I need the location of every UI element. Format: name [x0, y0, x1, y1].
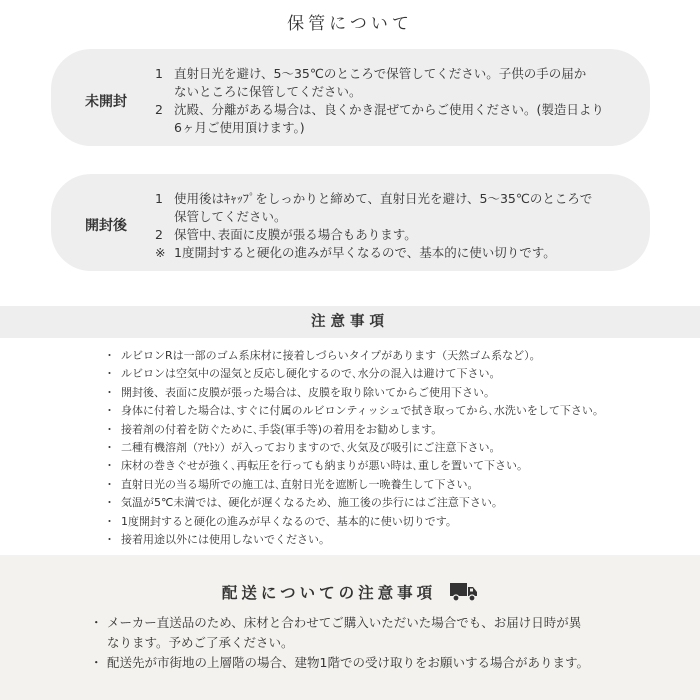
unopened-line: [155, 65, 604, 83]
line-text: ないところに保管してください。: [174, 84, 362, 99]
opened-line: [155, 226, 592, 244]
caution-list: [104, 347, 604, 549]
caution-text: 気温が5℃未満では、硬化が遅くなるため、施工後の歩行にはご注意下さい。: [121, 496, 503, 510]
opened-line: [155, 190, 592, 208]
delivery-text-continued: なります。予めご了承ください。: [107, 635, 294, 650]
caution-item: [104, 476, 604, 494]
caution-item: [104, 494, 604, 512]
opened-label: 開封後: [85, 218, 127, 234]
caution-item: [104, 439, 604, 457]
line-text: 保管中､表面に皮膜が張る場合もあります。: [174, 227, 417, 242]
unopened-line: [155, 83, 604, 101]
bullet: ・: [104, 459, 115, 473]
caution-item: [104, 347, 604, 365]
bullet: ・: [104, 385, 115, 399]
caution-item: [104, 531, 604, 549]
line-text: 1度開封すると硬化の進みが早くなるので、基本的に使い切りです。: [174, 245, 556, 260]
caution-text: 直射日光の当る場所での施工は､直射日光を遮断し一晩養生して下さい。: [121, 477, 479, 491]
line-text: 使用後はｷｬｯﾌﾟをしっかりと締めて、直射日光を避け、5～35℃のところで: [174, 191, 593, 206]
delivery-title: 配送についての注意事項: [221, 584, 437, 602]
line-text: 保管してください。: [174, 209, 287, 224]
caution-text: ルビロンは空気中の湿気と反応し硬化するので､水分の混入は避けて下さい。: [121, 367, 501, 381]
bullet: ・: [104, 533, 115, 547]
bullet: ・: [90, 655, 103, 670]
caution-text: 身体に付着した場合は､すぐに付属のルビロンティッシュで拭き取ってから､水洗いをして下さい。: [121, 404, 604, 418]
line-text: 沈殿、分離がある場合は、良くかき混ぜてからご使用ください。(製造日より: [174, 102, 604, 117]
bullet: ・: [104, 422, 115, 436]
caution-text: 1度開封すると硬化の進みが早くなるので、基本的に使い切りです。: [121, 514, 457, 528]
line-number: [155, 119, 174, 137]
delivery-text: 配送先が市街地の上層階の場合、建物1階での受け取りをお願いする場合があります。: [107, 655, 589, 670]
caution-title: 注意事項: [311, 314, 389, 330]
line-text: 直射日光を避け、5～35℃のところで保管してください。子供の手の届か: [174, 66, 587, 81]
bullet: ・: [104, 349, 115, 362]
line-number: 1: [155, 66, 163, 81]
opened-line: [155, 208, 592, 226]
line-number: 1: [155, 191, 163, 206]
delivery-list: [90, 613, 589, 673]
line-number: 2: [155, 227, 163, 242]
bullet: ・: [104, 367, 115, 381]
caution-text: 接着用途以外には使用しないでください。: [121, 533, 330, 547]
caution-text: 開封後、表面に皮膜が張った場合は、皮膜を取り除いてからご使用下さい。: [121, 385, 495, 399]
line-text: 6ヶ月ご使用頂けます。): [174, 120, 305, 135]
delivery-item: [90, 653, 589, 673]
truck-icon: [450, 582, 478, 602]
caution-item: [104, 384, 604, 402]
bullet: ・: [104, 496, 115, 510]
opened-line: [155, 244, 592, 262]
bullet: ・: [104, 441, 115, 455]
caution-text: ルビロンRは一部のゴム系床材に接着しづらいタイプがあります（天然ゴム系など）。: [121, 349, 541, 362]
delivery-text: メーカー直送品のため、床材と合わせてご購入いただいた場合でも、お届け日時が異: [107, 615, 582, 630]
delivery-header: [0, 579, 700, 605]
caution-item: [104, 402, 604, 420]
opened-card: [51, 174, 650, 271]
caution-header-band: [0, 306, 700, 338]
unopened-card: [51, 49, 650, 146]
line-number: ※: [155, 245, 166, 260]
opened-lines: [155, 190, 592, 262]
line-number: [155, 83, 174, 101]
unopened-line: [155, 101, 604, 119]
unopened-label: 未開封: [85, 94, 127, 110]
caution-item: [104, 365, 604, 383]
caution-item: [104, 421, 604, 439]
storage-title: 保管について: [287, 14, 413, 34]
caution-text: 接着剤の付着を防ぐために､手袋(軍手等)の着用をお勧めします。: [121, 422, 443, 436]
unopened-lines: [155, 65, 604, 137]
line-number: 2: [155, 102, 163, 117]
bullet: ・: [90, 615, 103, 630]
bullet: ・: [104, 514, 115, 528]
caution-item: [104, 457, 604, 475]
delivery-section: [0, 555, 700, 700]
line-number: [155, 208, 174, 226]
caution-item: [104, 513, 604, 531]
bullet: ・: [104, 477, 115, 491]
unopened-line: [155, 119, 604, 137]
delivery-item: [90, 613, 589, 633]
caution-text: 二種有機溶剤（ｱｾﾄﾝ）が入っておりますので､火気及び吸引にご注意下さい。: [121, 441, 501, 455]
bullet: ・: [104, 404, 115, 418]
caution-text: 床材の巻きぐせが強く､再転圧を行っても納まりが悪い時は､重しを置いて下さい。: [121, 459, 528, 473]
